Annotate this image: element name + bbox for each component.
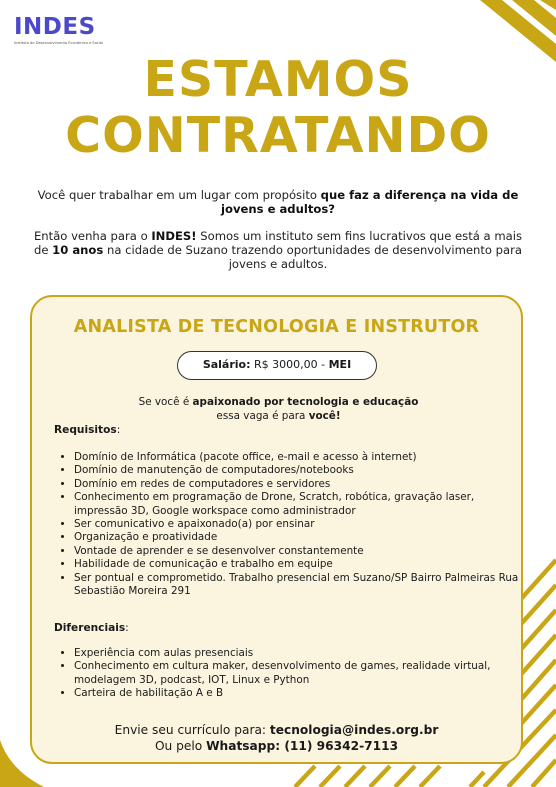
- contact-email-line: [32, 723, 521, 738]
- logo-tagline: Instituto de Desenvolvimento Econômico e Social: [14, 41, 103, 45]
- differential-item: • Carteira de habilitação A e B: [74, 687, 519, 700]
- contact-whatsapp-line: [32, 739, 521, 754]
- requirements-heading: Requisitos:: [54, 424, 121, 436]
- differentials-label: Diferenciais: [54, 622, 126, 634]
- intro-question-highlight: que faz a diferença na vida de jovens e adultos?: [221, 188, 519, 216]
- job-pitch: [52, 396, 505, 423]
- email-prefix: Envie seu currículo para:: [114, 723, 270, 737]
- job-title: ANALISTA DE TECNOLOGIA E INSTRUTOR: [73, 317, 480, 337]
- requirements-label: Requisitos: [54, 424, 117, 436]
- salary-value: R$ 3000,00 -: [250, 358, 329, 371]
- intro-about-text-a: Então venha para o: [33, 229, 152, 243]
- requirement-item: • Domínio em redes de computadores e servidores: [74, 478, 519, 491]
- requirement-item: • Ser pontual e comprometido. Trabalho presencial em Suzano/SP Bairro Palmeiras Rua Sebastião Moreira 291: [74, 572, 519, 599]
- differential-item: • Conhecimento em cultura maker, desenvolvimento de games, realidade virtual, modelagem 3D, podcast, IOT, Linux e Python: [74, 660, 519, 687]
- whatsapp-prefix: Ou pelo: [154, 739, 207, 753]
- differentials-heading: Diferenciais:: [54, 622, 129, 634]
- requirement-item: • Domínio de manutenção de computadores/notebooks: [74, 464, 519, 477]
- salary-type: MEI: [328, 358, 352, 371]
- requirement-item: • Conhecimento em programação de Drone, Scratch, robótica, gravação laser, impressão 3D, Google workspace como administrador: [74, 491, 519, 518]
- indes-logo: [14, 14, 103, 45]
- requirement-item: • Vontade de aprender e se desenvolver constantemente: [74, 545, 519, 558]
- intro-question: [30, 188, 526, 216]
- headline-line1: ESTAMOS: [143, 51, 413, 108]
- differential-item: • Experiência com aulas presenciais: [74, 647, 519, 660]
- pitch-highlight: apaixonado por tecnologia e educação: [192, 396, 419, 408]
- salary-badge: [177, 351, 377, 380]
- intro-about-brand: INDES!: [151, 229, 197, 243]
- requirement-item: • Ser comunicativo e apaixonado(a) por ensinar: [74, 518, 519, 531]
- requirement-item: • Domínio de Informática (pacote office, e-mail e acesso à internet): [74, 451, 519, 464]
- intro-about: [30, 229, 526, 271]
- requirements-list: [54, 451, 519, 598]
- intro-question-text: Você quer trabalhar em um lugar com propósito: [37, 188, 321, 202]
- intro-about-text-c: Somos um instituto sem fins lucrativos que está a mais de: [33, 229, 523, 257]
- requirement-item: • Organização e proatividade: [74, 531, 519, 544]
- pitch-you: você!: [308, 409, 341, 422]
- pitch-text-a: Se você é: [138, 396, 193, 408]
- salary-label: Salário:: [202, 358, 251, 371]
- job-card: [30, 295, 523, 764]
- requirement-item: • Habilidade de comunicação e trabalho em equipe: [74, 558, 519, 571]
- whatsapp-label: Whatsapp:: [206, 739, 281, 753]
- headline-line2: CONTRATANDO: [65, 107, 491, 164]
- pitch-text-c: essa vaga é para: [216, 409, 309, 422]
- email-address[interactable]: tecnologia@indes.org.br: [269, 723, 439, 737]
- intro-about-text-e: na cidade de Suzano trazendo oportunidades de desenvolvimento para jovens e adultos.: [103, 243, 523, 271]
- whatsapp-number[interactable]: (11) 96342-7113: [280, 739, 399, 753]
- differentials-list: [54, 647, 519, 701]
- intro-about-years: 10 anos: [52, 243, 104, 257]
- logo-title: INDES: [14, 14, 96, 40]
